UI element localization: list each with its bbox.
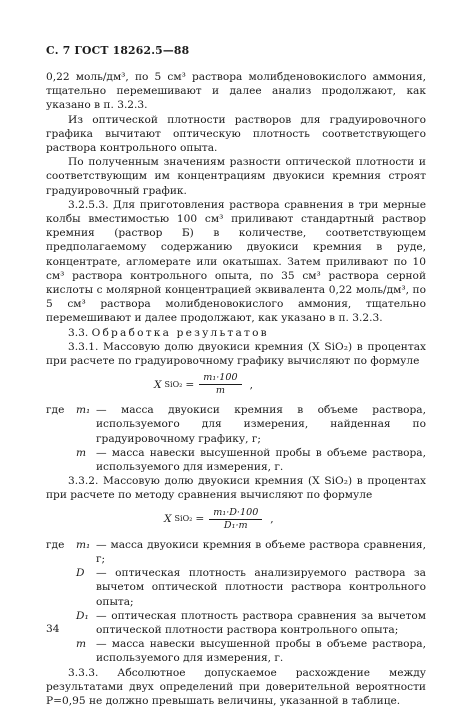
document-body [46,70,426,708]
def-prefix [46,637,76,665]
def-dash: — [96,638,107,651]
paragraph-continuation: 0,22 моль/дм³, по 5 см³ раствора молибденовокислого аммония, тщательно перемешивают и далее анализ продолжают, как указано в п. 3.2.3. [46,71,426,112]
section-3-3-heading [46,326,426,340]
formula-equals: = [185,378,195,391]
formula-comma: , [249,378,253,391]
formula-numerator: m₁·100 [199,372,241,385]
def-text [96,538,426,566]
page-header: С. 7 ГОСТ 18262.5—88 [46,44,190,57]
def-dash: — [96,538,107,551]
def-text-body: масса двуокиси кремния в объеме раствора сравнения, г; [96,538,426,565]
def-prefix [46,446,76,474]
formula-fraction [209,507,262,532]
paragraph-3-2-5-3: 3.2.5.3. Для приготовления раствора сравнения в три мерные колбы вместимостью 100 см³ приливают стандартный раствор кремния (раствор Б) в количестве, соответствующем предполагаемому содержанию двуокиси кремния в руде, концентрате, агломерате или окатышах. Затем приливают по 10 см³ раствора контрольного опыта, по 35 см³ раствора серной кислоты с молярной концентрацией эквивалента 0,22 моль/дм³, по 5 см³ раствора молибденовокислого аммония, тщательно перемешивают и далее продолжают, как указано в п. 3.2.3. [46,198,426,325]
def-term: m₁ [76,538,91,551]
paragraph-subtract: Из оптической плотности растворов для градуировочного графика вычитают оптическую плотность соответствующего раствора контрольного опыта. [46,113,426,155]
def-dash: — [96,446,107,459]
formula-equals: = [195,513,205,526]
formula-lhs: X [164,513,172,526]
formula-numerator: m₁·D·100 [209,507,262,520]
section-title: Обработка результатов [91,326,269,339]
def-term: D₁ [76,609,89,622]
def-dash: — [96,609,107,622]
def-term: D [76,567,85,580]
formula-subscript: SiO₂ [164,379,183,389]
paragraph-graph: По полученным значениям разности оптической плотности и соответствующим им концентрациям двуокиси кремния строят градуировочный график. [46,156,426,197]
def-term: m [76,446,87,459]
def-term: m [76,638,87,651]
formula-1 [154,372,426,397]
def-prefix [46,566,76,609]
formula-denominator: D₁·m [223,519,248,531]
def-text [96,609,426,637]
def-text [96,446,426,474]
def-text-body: оптическая плотность анализируемого раствора за вычетом оптической плотности раствора контрольного опыта; [96,567,427,608]
def-prefix: где [46,404,65,417]
def-text [96,566,426,609]
def-dash: — [96,404,107,417]
formula-denominator: m [215,385,225,397]
definitions-1 [46,403,426,474]
def-text-body: масса навески высушенной пробы в объеме раствора, используемого для измерения, г. [96,638,426,665]
definitions-2 [46,538,426,666]
def-text [96,403,426,446]
def-text-body: оптическая плотность раствора сравнения за вычетом оптической плотности раствора контрольного опыта; [96,609,426,636]
paragraph-3-3-2: 3.3.2. Массовую долю двуокиси кремния (X SiO₂) в процентах при расчете по методу сравнения вычисляют по формуле [46,475,426,502]
def-text-body: масса навески высушенной пробы в объеме раствора, используемого для измерения, г. [96,446,426,474]
paragraph-3-3-3: 3.3.3. Абсолютное допускаемое расхождение между результатами двух определений при доверительной вероятности P=0,95 не должно превышать величины, указанной в таблице. [46,666,426,707]
formula-subscript: SiO₂ [174,514,193,524]
formula-fraction [199,372,241,397]
def-prefix: где [46,538,65,551]
def-text-body: масса двуокиси кремния в объеме раствора, используемого для измерения, найденная по градуировочному графику, г; [96,404,426,445]
def-term: m₁ [76,404,91,417]
section-number: 3.3. [68,326,89,339]
formula-2 [164,507,426,532]
paragraph-3-3-1: 3.3.1. Массовую долю двуокиси кремния (X SiO₂) в процентах при расчете по градуировочному графику вычисляют по формуле [46,340,426,368]
formula-lhs: X [154,378,162,391]
page-number: 34 [46,623,60,635]
def-dash: — [96,567,107,580]
def-text [96,637,426,665]
formula-comma: , [270,513,274,526]
